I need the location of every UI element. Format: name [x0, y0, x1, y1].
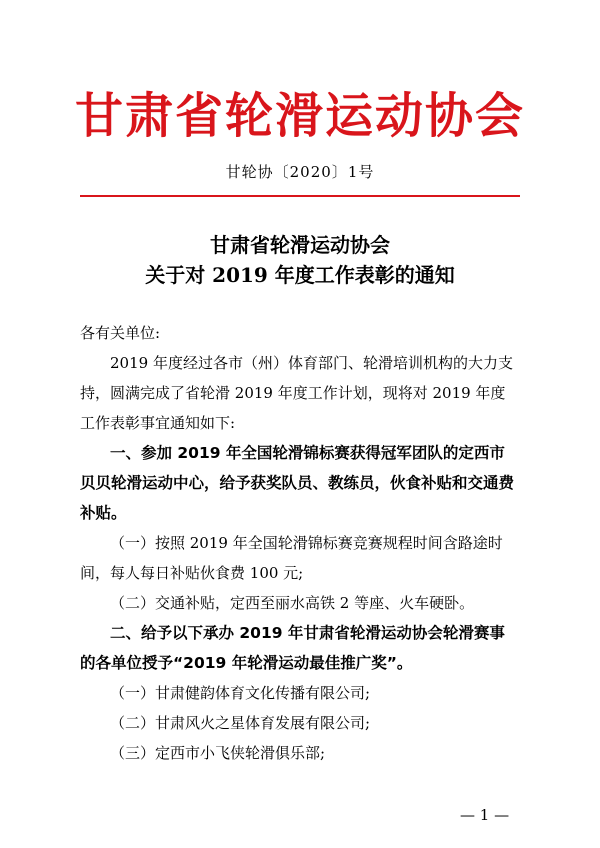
section-2-item-2: （二）甘肃风火之星体育发展有限公司;: [110, 714, 371, 732]
salutation: 各有关单位:: [80, 324, 161, 342]
document-number: 甘轮协〔2020〕1号: [225, 163, 375, 181]
red-divider-line: [80, 195, 520, 197]
notice-title: [0, 230, 600, 290]
title-line-1: 甘肃省轮滑运动协会: [210, 233, 390, 257]
section-1-heading: 一、参加 2019 年全国轮滑锦标赛获得冠军团队的定西市贝贝轮滑运动中心，给予获奖队员、教练员，伙食补贴和交通费补贴。: [80, 444, 515, 522]
section-1-item-2: （二）交通补贴，定西至丽水高铁 2 等座、火车硬卧。: [110, 594, 475, 612]
notice-body: [80, 318, 520, 768]
section-2-heading: 二、给予以下承办 2019 年甘肃省轮滑运动协会轮滑赛事的各单位授予“2019 年轮滑运动最佳推广奖”。: [80, 624, 505, 672]
intro-paragraph: 2019 年度经过各市（州）体育部门、轮滑培训机构的大力支持，圆满完成了省轮滑 2019 年度工作计划，现将对 2019 年度工作表彰事宜通知如下:: [80, 354, 513, 432]
page-number: — 1 —: [460, 806, 510, 824]
section-2-item-1: （一）甘肃健韵体育文化传播有限公司;: [110, 684, 371, 702]
section-1-item-1: （一）按照 2019 年全国轮滑锦标赛竞赛规程时间含路途时间，每人每日补贴伙食费 100 元;: [80, 534, 503, 582]
title-line-2: 关于对 2019 年度工作表彰的通知: [145, 263, 455, 287]
section-2-item-3: （三）定西市小飞侠轮滑俱乐部;: [110, 744, 326, 762]
organization-header: 甘肃省轮滑运动协会: [74, 88, 525, 144]
